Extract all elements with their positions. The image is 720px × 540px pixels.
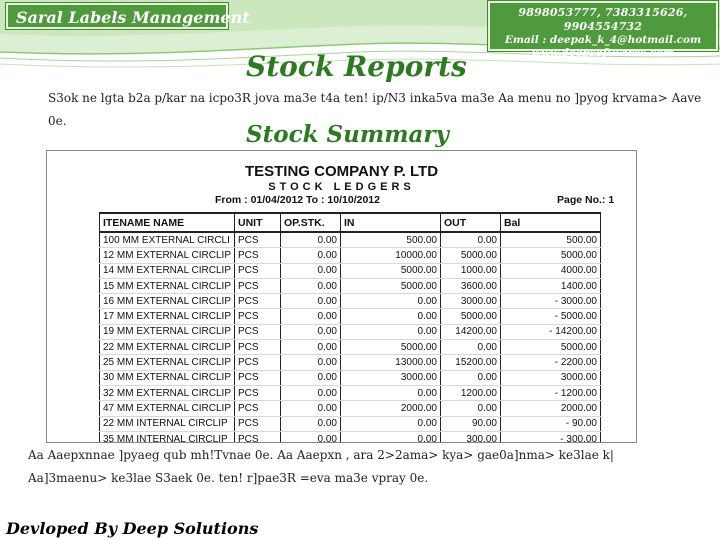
table-cell: PCS — [235, 385, 281, 400]
table-row — [100, 416, 601, 431]
table-cell: PCS — [235, 309, 281, 324]
table-cell: PCS — [235, 370, 281, 385]
table-cell: 13000.00 — [341, 355, 441, 370]
contact-website: www.deepsoftwares.com — [531, 47, 675, 59]
table-row — [100, 340, 601, 355]
footer-credit: Devloped By Deep Solutions — [6, 519, 259, 538]
report-page-number: Page No.: 1 — [557, 194, 615, 206]
table-cell: PCS — [235, 416, 281, 431]
outro-paragraph: Aa Aaepxnnae ]pyaeg qub mh!Tvnae 0e. Aa Aaepxn , ara 2>2ama> kya> gae0a]nma> ke3lae k| Aa]3maenu> ke3lae S3aek 0e. ten! r]pae3R =eva ma3e vpray 0e. — [28, 448, 614, 485]
table-cell: 1200.00 — [441, 385, 501, 400]
table-cell: 0.00 — [281, 401, 341, 416]
table-row — [100, 278, 601, 293]
table-cell: 500.00 — [501, 232, 601, 248]
table-cell: - 1200.00 — [501, 385, 601, 400]
table-cell: - 300.00 — [501, 431, 601, 443]
table-cell: 0.00 — [341, 309, 441, 324]
table-cell: 15200.00 — [441, 355, 501, 370]
column-header: Bal — [501, 213, 601, 232]
table-row — [100, 401, 601, 416]
table-cell: 0.00 — [341, 431, 441, 443]
table-header-row — [100, 213, 601, 232]
table-cell: - 2200.00 — [501, 355, 601, 370]
table-cell: 0.00 — [281, 431, 341, 443]
table-cell: 0.00 — [281, 324, 341, 339]
table-cell: 5000.00 — [341, 278, 441, 293]
table-cell: 22 MM INTERNAL CIRCLIP — [100, 416, 235, 431]
table-row — [100, 294, 601, 309]
report-title: STOCK LEDGERS — [268, 181, 415, 193]
stock-ledger-table — [99, 212, 601, 443]
table-cell: 3600.00 — [441, 278, 501, 293]
table-cell: 5000.00 — [441, 309, 501, 324]
table-cell: 1000.00 — [441, 263, 501, 278]
table-cell: 16 MM EXTERNAL CIRCLIP — [100, 294, 235, 309]
table-cell: PCS — [235, 294, 281, 309]
table-cell: 1400.00 — [501, 278, 601, 293]
table-cell: 500.00 — [341, 232, 441, 248]
table-cell: 0.00 — [281, 416, 341, 431]
table-cell: PCS — [235, 278, 281, 293]
table-cell: 0.00 — [341, 324, 441, 339]
table-cell: 0.00 — [341, 416, 441, 431]
table-cell: 32 MM EXTERNAL CIRCLIP — [100, 385, 235, 400]
table-cell: 0.00 — [281, 385, 341, 400]
table-row — [100, 431, 601, 443]
table-cell: 300.00 — [441, 431, 501, 443]
column-header: IN — [341, 213, 441, 232]
table-row — [100, 355, 601, 370]
table-cell: PCS — [235, 340, 281, 355]
table-cell: - 5000.00 — [501, 309, 601, 324]
table-row — [100, 370, 601, 385]
app-title: Saral Labels Management — [6, 3, 228, 29]
table-cell: 4000.00 — [501, 263, 601, 278]
table-cell: 5000.00 — [501, 248, 601, 263]
stock-ledger-report — [46, 150, 637, 443]
table-cell: 3000.00 — [341, 370, 441, 385]
table-cell: 0.00 — [281, 370, 341, 385]
table-cell: 0.00 — [441, 232, 501, 248]
table-cell: 10000.00 — [341, 248, 441, 263]
table-cell: PCS — [235, 232, 281, 248]
table-cell: 0.00 — [281, 340, 341, 355]
intro-paragraph: S3ok ne lgta b2a p/kar na icpo3R jova ma3e t4a ten! ip/N3 inka5va ma3e Aa menu no ]pyog krvama> Aave 0e. — [48, 91, 702, 128]
table-cell: 22 MM EXTERNAL CIRCLIP — [100, 340, 235, 355]
table-cell: 0.00 — [441, 401, 501, 416]
table-cell: 3000.00 — [501, 370, 601, 385]
table-cell: 30 MM EXTERNAL CIRCLIP — [100, 370, 235, 385]
table-cell: 0.00 — [281, 248, 341, 263]
table-cell: 19 MM EXTERNAL CIRCLIP — [100, 324, 235, 339]
contact-email: Email : deepak_k_4@hotmail.com — [504, 34, 702, 46]
report-date-range: From : 01/04/2012 To : 10/10/2012 — [215, 194, 380, 206]
table-cell: 5000.00 — [341, 340, 441, 355]
table-cell: 0.00 — [281, 294, 341, 309]
table-cell: 0.00 — [281, 355, 341, 370]
table-cell: 0.00 — [281, 263, 341, 278]
table-row — [100, 232, 601, 248]
table-cell: 0.00 — [281, 278, 341, 293]
table-cell: 0.00 — [281, 309, 341, 324]
table-cell: 12 MM EXTERNAL CIRCLIP — [100, 248, 235, 263]
column-header: OP.STK. — [281, 213, 341, 232]
column-header: UNIT — [235, 213, 281, 232]
table-cell: 0.00 — [441, 370, 501, 385]
table-cell: 90.00 — [441, 416, 501, 431]
table-cell: 5000.00 — [441, 248, 501, 263]
table-cell: PCS — [235, 355, 281, 370]
table-cell: 2000.00 — [501, 401, 601, 416]
table-cell: PCS — [235, 401, 281, 416]
table-cell: 0.00 — [281, 232, 341, 248]
table-cell: 17 MM EXTERNAL CIRCLIP — [100, 309, 235, 324]
table-row — [100, 385, 601, 400]
table-cell: PCS — [235, 431, 281, 443]
section-heading: Stock Summary — [246, 121, 449, 148]
table-cell: 14 MM EXTERNAL CIRCLIP — [100, 263, 235, 278]
table-row — [100, 324, 601, 339]
table-row — [100, 263, 601, 278]
table-cell: 0.00 — [341, 294, 441, 309]
page-heading: Stock Reports — [246, 50, 467, 83]
table-cell: 47 MM EXTERNAL CIRCLIP — [100, 401, 235, 416]
table-cell: - 14200.00 — [501, 324, 601, 339]
table-cell: 0.00 — [341, 385, 441, 400]
table-cell: - 90.00 — [501, 416, 601, 431]
contact-phones: 9898053777, 7383315626, 9904554732 — [518, 6, 688, 33]
table-cell: 5000.00 — [501, 340, 601, 355]
column-header: ITENAME NAME — [100, 213, 235, 232]
table-cell: 5000.00 — [341, 263, 441, 278]
table-cell: 15 MM EXTERNAL CIRCLIP — [100, 278, 235, 293]
table-cell: PCS — [235, 263, 281, 278]
table-cell: 2000.00 — [341, 401, 441, 416]
report-company-name: TESTING COMPANY P. LTD — [244, 163, 439, 180]
table-cell: 14200.00 — [441, 324, 501, 339]
table-cell: 0.00 — [441, 340, 501, 355]
contact-info-box — [488, 1, 718, 59]
table-row — [100, 309, 601, 324]
table-row — [100, 248, 601, 263]
table-cell: PCS — [235, 324, 281, 339]
column-header: OUT — [441, 213, 501, 232]
table-cell: 25 MM EXTERNAL CIRCLIP — [100, 355, 235, 370]
table-cell: 35 MM INTERNAL CIRCLIP — [100, 431, 235, 443]
table-cell: 3000.00 — [441, 294, 501, 309]
table-cell: PCS — [235, 248, 281, 263]
table-cell: - 3000.00 — [501, 294, 601, 309]
table-cell: 100 MM EXTERNAL CIRCLI — [100, 232, 235, 248]
